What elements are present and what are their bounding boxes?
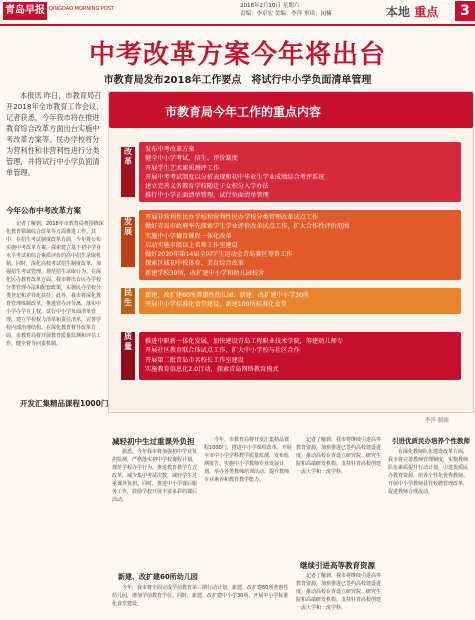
story-1-continued: 今年，市教育局将开发汇集精品课程1000门，推进中小学课程改革。开展全市中小学学科教学质量监测，发布监测报告。实施中小学教师专业发展计划，举办各类教师培训活动，提升教师专业素养和教育教学能力。 [204,437,292,483]
infographic [108,91,474,413]
side-label-2: 发 展 [121,217,135,267]
story-5-body: 在深化教师队伍建设改革方面，我市将完善教师管理制度，实施教师队伍素质提升行动计划，引进优质民办教育资源，培养个性化优秀教师。开展中小学教师县管校聘管理改革，促进教师合理流动。 [388,449,469,495]
story-3-body: 今年，我市将全面完成学前教育第三期行动计划，新建、改扩建60所普惠性幼儿园，增加学前教育学位。同时，新建、改扩建中小学30所，开展中小学标准化食堂建设。 [112,585,289,607]
story-4-body: 记者了解到，我市将继续引进高等教育资源，加快推进已签约高校建设进度，推动高校在青设立研究院、研究生院和高端研发机构。支持驻青高校创建一流大学和一流学科。 [296,573,382,611]
page-number: 3 [455,1,475,21]
issue-editors: 责编：李卓宏 美编：李萍 审读：闵楠 [240,11,332,17]
story-2-title: 开发汇集精品课程1000门 [20,399,109,408]
lead-paragraph: 本报讯 昨日，市教育局召开2018年全市教育工作会议，记者获悉，今年我市将在推进教育综合改革方面出台实施中考改革方案等。民办学校将分为营利性和非营利性进行分类管理，并将试行中小学负面清单管理。 [6,91,104,177]
issue-date: 2018年2月10日 星期六 [240,3,300,9]
masthead-rule [0,24,475,26]
section-name: 本地 [386,5,411,19]
subheadline: 市教育局发布2018年工作要点 将试行中小学负面清单管理 [103,75,372,86]
newspaper-logo: 青岛早报 [3,2,47,20]
info-block-2-text: 开展非营利性民办学校和营利性民办学校分类管理改革试点工作 做好青岛市政府率先探索学生学业评价改革试点工作，扩大合作性评价范围 实施中小学德育课程一体化改革 启动实施市级以上名师工作室建设 做好2020年第14届全国学生运动会青岛赛区筹备工作 探索区域初中校体育、美育综合改革 新建学校39所，改扩建中小学和幼儿园校舍 [145,214,350,277]
story-5-title: 引进优质民办培养个性教师 [392,437,470,445]
section-label [386,3,438,20]
headline: 中考改革方案今年将出台 [88,40,386,70]
side-label-3: 民 生 [121,288,135,314]
issue-meta [240,2,332,18]
story-3-title: 新建、改扩建60所幼儿园 [118,573,198,581]
section-subname: 重点 [414,5,439,19]
infographic-credit: 李萍 制图 [425,418,449,424]
info-block-4-text: 推进中职新一体化发展，加快建设青岛工程职业技术学院，筹建幼儿师专 开展社区教育联合体试点工作，扩大中小学校与社区合作 开展第二批青岛市名校长工作室建设 实施教育信息化2.0行动，探索青岛网络教育模式 [145,338,343,373]
side-label-4: 质 量 [121,332,135,380]
infographic-title: 市教育局今年工作的重点内容 [165,105,322,119]
left-story-body: 记者了解到，2018年市教育局将围绕深化教育领域综合改革等方面推进工作。其中，在招生考试制度改革方面，今年将公布实施中考改革方案，探索建立基于初中学业水平考试和综合素质评价的高中招生录取机制。同时，深化高校考试招生制度改革，加强招生考试管理，规范招生录取行为。在深化民办教育改革方面，我市将出台民办学校分类管理办法和配套政策，实施民办学校分类登记和差异化扶持。此外，我市将深化教育管理体制改革，推进管办评分离，落实中小学办学自主权，试行中小学负面清单管理，建立学校权力清单和责任清单，完善学校内部治理结构。在深化教育督导改革方面，市教育局将开展教育质量监测和评估工作，健全督导问责机制。 [6,221,104,347]
left-story-title: 今年公布中考改革方案 [6,206,81,215]
story-1-title: 减轻初中生过重课外负担 [112,437,195,446]
story-1-body: 据悉，今年我市将加强初中学业负担监测，严格落实初中学校课程计划，规范学校办学行为。推进教育教学方式改革，减少集中考试次数，减轻学生过重课外负担。同时，推进中小学课后服务工作，鼓励学校开展丰富多彩的课后活动。 [112,449,198,503]
side-label-1: 改 革 [121,147,135,197]
info-block-1-text: 发布中考改革方案 健全中小学考试、招生、评价制度 开展学生艺术素质测评工作 开展中考考试制度以分析表现和初中毕业生学业成绩综合考评系统 建立完善义务教育学校随迁子女积分入学办法 推行中小学正面清单管理，试行负面清单管理 [145,146,325,200]
info-block-3-text: 新建、改扩建60所普惠性幼儿园，新建、改扩建中小学30所 开展中小学标准化食堂建设，新建100所标准化食堂 [145,292,310,309]
story-4-body-pre: 记者了解到，我市将继续引进高等教育资源，加快推进已签约高校建设进度，推动高校在青设立研究院、研究生院和高端研发机构。支持驻青高校创建一流大学和一流学科。 [296,437,382,475]
logo-subtitle: QINGDAO MORNING POST [49,6,114,12]
story-4-title: 继续引进高等教育资源 [300,561,375,570]
